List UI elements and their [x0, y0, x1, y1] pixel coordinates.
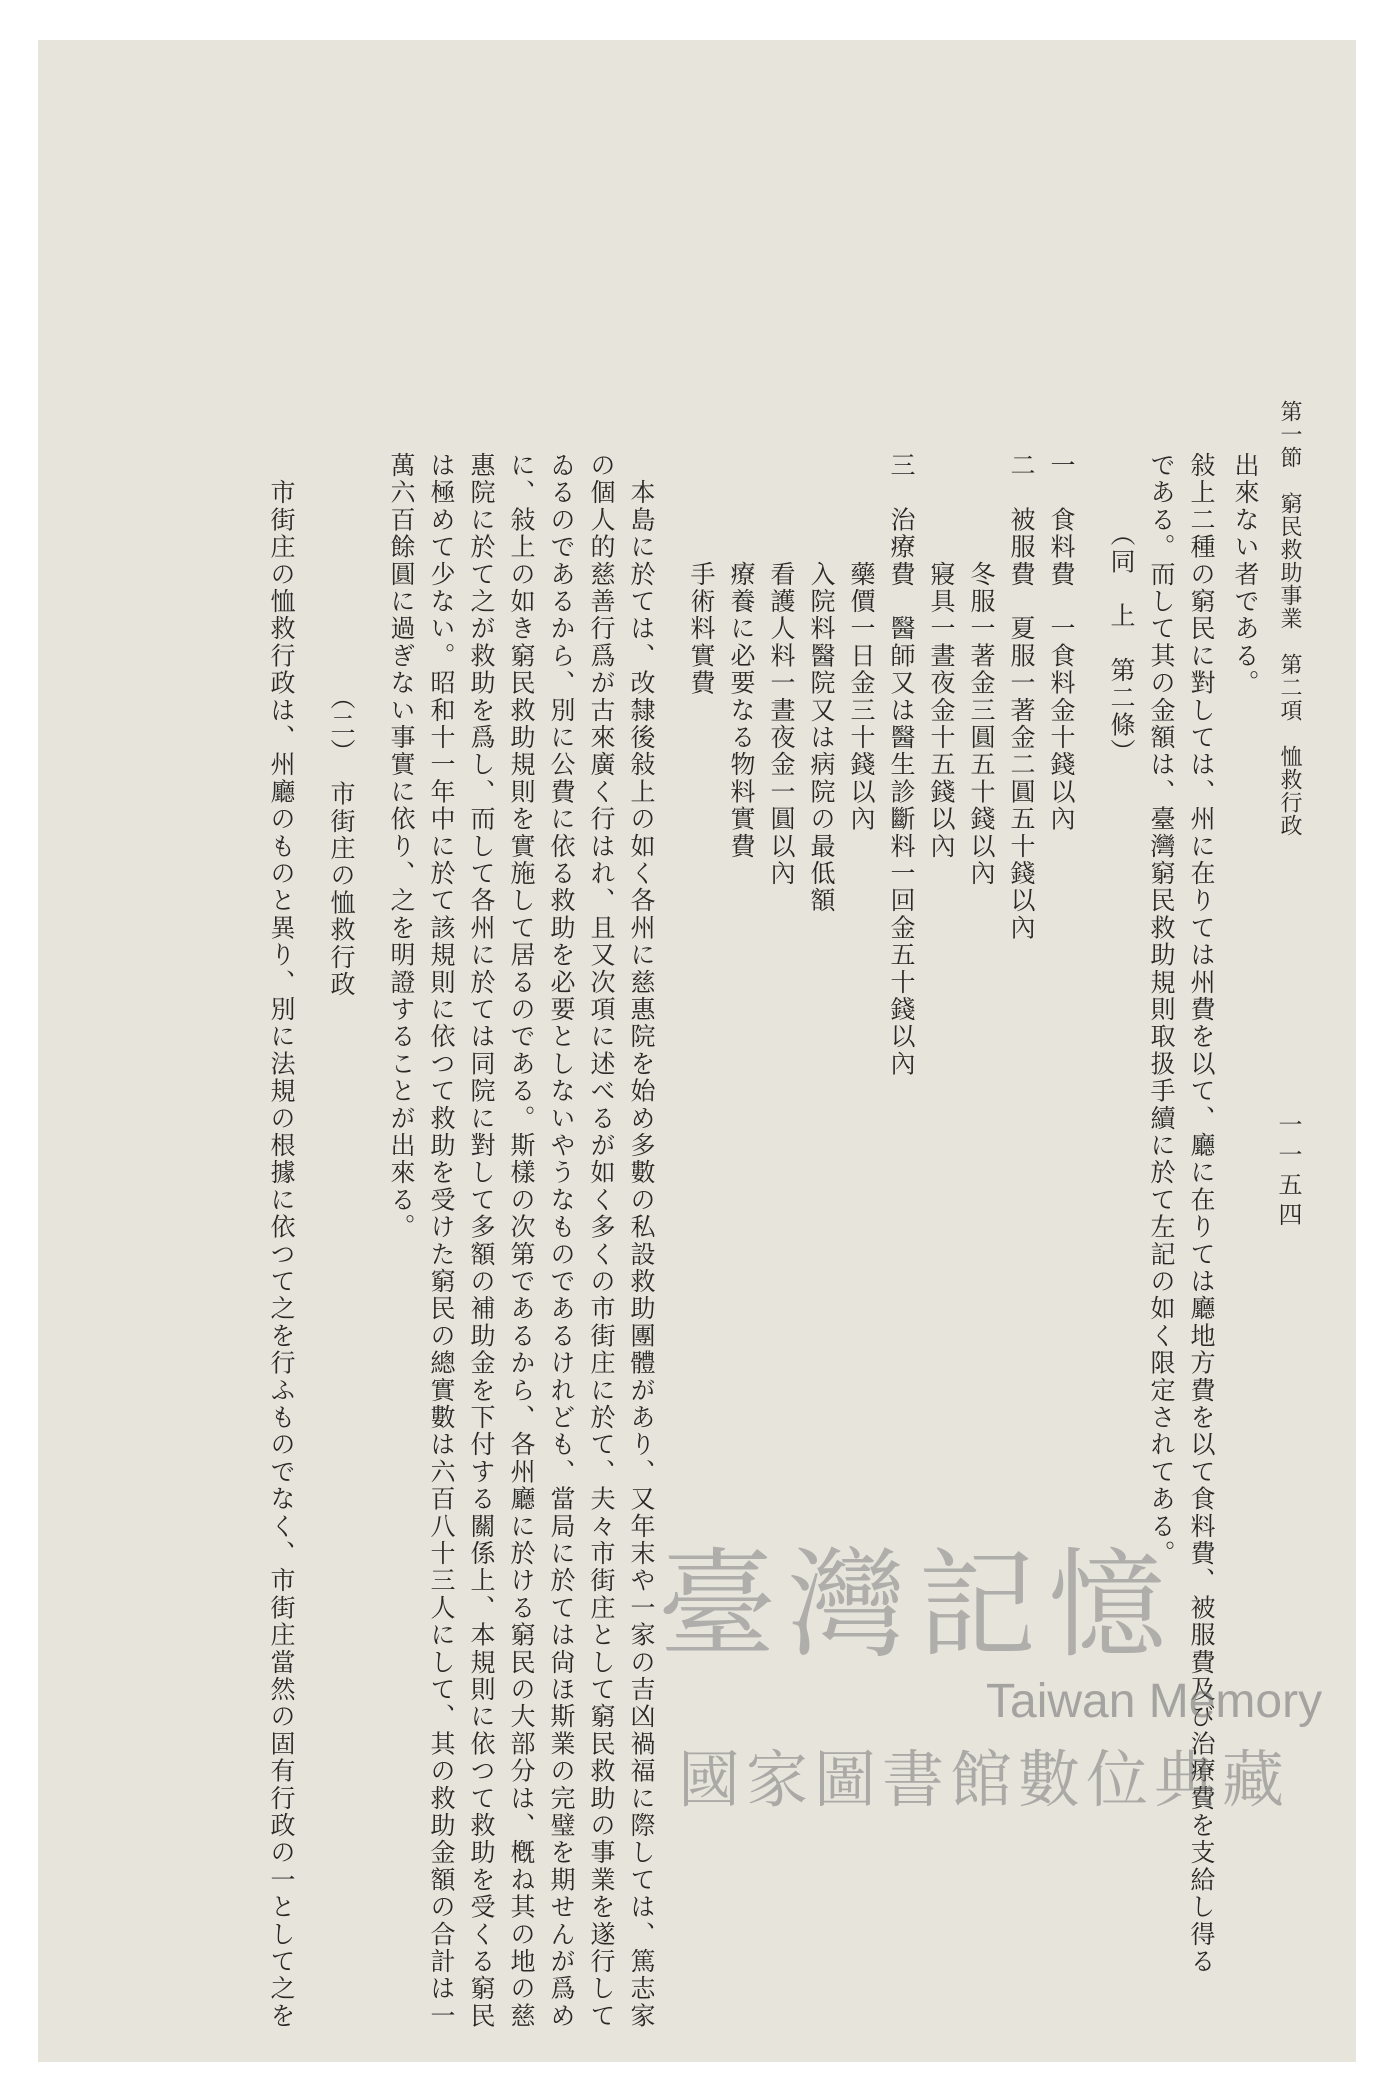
text-column: 手術料實費: [687, 452, 716, 697]
watermark-logo: 臺灣記憶: [658, 1536, 1179, 1674]
text-column: ゐるのであるから、別に公費に依る救助を必要としないやうなものであるけれども、當局に於ては尙ほ斯業の完璧を期せんが爲め: [547, 452, 576, 2030]
section-header: 第一節 窮民救助事業 第二項 恤救行政: [1277, 400, 1302, 837]
text-column: の個人的慈善行爲が古來廣く行はれ、且又次項に述べるが如く多くの市街庄に於て、夫々市街庄として窮民救助の事業を遂行して: [587, 452, 616, 2030]
text-column: 三 治療費 醫師又は醫生診斷料一回金五十錢以內: [887, 452, 916, 1078]
text-column: 市街庄の恤救行政は、州廳のものと異り、別に法規の根據に依つて之を行ふものでなく、市街庄當然の固有行政の一として之を: [267, 452, 296, 2030]
text-column: 入院料醫院又は病院の最低額: [807, 452, 836, 915]
text-column: 看護人料一晝夜金一圓以內: [767, 452, 796, 888]
document-page: [38, 40, 1356, 2062]
text-column: 二 被服費 夏服一著金二圓五十錢以內: [1007, 452, 1036, 942]
text-column: 萬六百餘圓に過ぎない事實に依り、之を明證することが出來る。: [387, 452, 416, 1241]
text-column: 本島に於ては、改隸後敍上の如く各州に慈惠院を始め多數の私設救助團體があり、又年末や一家の吉凶禍福に際しては、篤志家: [627, 452, 656, 2030]
watermark-english: Taiwan Memory: [986, 1675, 1323, 1728]
text-column: は極めて少ない。昭和十一年中に於て該規則に依つて救助を受けた窮民の總實數は六百八十三人にして、其の救助金額の合計は一: [427, 452, 456, 2030]
text-column: に、敍上の如き窮民救助規則を實施して居るのである。斯樣の次第であるから、各州廳に於ける窮民の大部分は、槪ね其の地の慈: [507, 452, 536, 2030]
text-column: 藥價一日金三十錢以內: [847, 452, 876, 833]
text-column: 一 食料費 一食料金十錢以內: [1047, 452, 1076, 833]
text-column: 寢具一晝夜金十五錢以內: [927, 452, 956, 860]
text-column: 療養に必要なる物料實費: [727, 452, 756, 860]
text-column: 冬服一著金三圓五十錢以內: [967, 452, 996, 888]
text-column: （同 上 第二條）: [1107, 452, 1136, 766]
text-column: 敍上二種の窮民に對しては、州に在りては州費を以て、廳に在りては廳地方費を以て食料費、被服費及び治療費を支給し得る: [1187, 452, 1216, 1976]
watermark-org: 國家圖書館數位典藏: [678, 1743, 1291, 1816]
text-column: 惠院に於て之が救助を爲し、而して各州に於ては同院に對して多額の補助金を下付する關係上、本規則に依つて救助を受くる窮民: [467, 452, 496, 2030]
text-column: である。而して其の金額は、臺灣窮民救助規則取扱手續に於て左記の如く限定されてある。: [1147, 452, 1176, 1568]
subsection-heading: （二） 市街庄の恤救行政: [327, 452, 356, 999]
text-column: 出來ない者である。: [1231, 452, 1260, 697]
page-number: 一一五四: [1274, 1112, 1302, 1232]
